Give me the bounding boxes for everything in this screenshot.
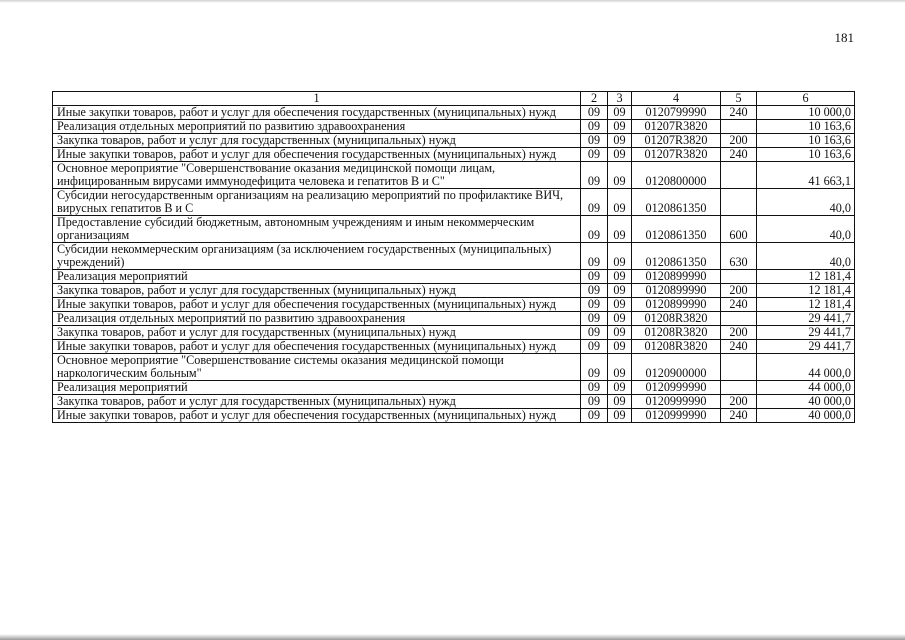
row-amount: 12 181,4 <box>757 284 855 298</box>
row-subsection: 09 <box>608 216 632 243</box>
row-section: 09 <box>581 134 608 148</box>
row-subsection: 09 <box>608 312 632 326</box>
row-section: 09 <box>581 270 608 284</box>
row-target-article: 01208R3820 <box>632 340 721 354</box>
row-name: Основное мероприятие "Совершенствование системы оказания медицинской помощи наркологическим больным" <box>53 354 581 381</box>
row-amount: 41 663,1 <box>757 162 855 189</box>
row-subsection: 09 <box>608 354 632 381</box>
row-amount: 29 441,7 <box>757 340 855 354</box>
row-section: 09 <box>581 284 608 298</box>
row-subsection: 09 <box>608 120 632 134</box>
table-row <box>53 134 855 148</box>
row-section: 09 <box>581 120 608 134</box>
row-target-article: 0120861350 <box>632 243 721 270</box>
row-name: Иные закупки товаров, работ и услуг для обеспечения государственных (муниципальных) нужд <box>53 409 581 423</box>
row-expense-type: 200 <box>721 326 757 340</box>
row-expense-type <box>721 354 757 381</box>
row-subsection: 09 <box>608 326 632 340</box>
header-col-amount: 6 <box>757 92 855 106</box>
row-expense-type: 240 <box>721 106 757 120</box>
row-target-article: 0120799990 <box>632 106 721 120</box>
row-target-article: 0120899990 <box>632 284 721 298</box>
row-subsection: 09 <box>608 284 632 298</box>
header-row <box>53 92 855 106</box>
table-row <box>53 148 855 162</box>
table-header <box>53 92 855 106</box>
row-amount: 29 441,7 <box>757 326 855 340</box>
row-amount: 12 181,4 <box>757 298 855 312</box>
header-col-name: 1 <box>53 92 581 106</box>
row-subsection: 09 <box>608 134 632 148</box>
table-row <box>53 409 855 423</box>
table-row <box>53 120 855 134</box>
row-name: Реализация отдельных мероприятий по развитию здравоохранения <box>53 312 581 326</box>
row-section: 09 <box>581 162 608 189</box>
row-subsection: 09 <box>608 189 632 216</box>
row-section: 09 <box>581 312 608 326</box>
row-target-article: 0120999990 <box>632 381 721 395</box>
budget-table <box>52 91 855 423</box>
row-amount: 40 000,0 <box>757 409 855 423</box>
row-expense-type <box>721 120 757 134</box>
row-subsection: 09 <box>608 340 632 354</box>
table-row <box>53 216 855 243</box>
row-name: Иные закупки товаров, работ и услуг для обеспечения государственных (муниципальных) нужд <box>53 340 581 354</box>
row-expense-type: 240 <box>721 340 757 354</box>
row-subsection: 09 <box>608 381 632 395</box>
row-name: Иные закупки товаров, работ и услуг для обеспечения государственных (муниципальных) нужд <box>53 148 581 162</box>
row-amount: 10 163,6 <box>757 134 855 148</box>
row-amount: 40,0 <box>757 189 855 216</box>
row-amount: 44 000,0 <box>757 381 855 395</box>
row-expense-type: 630 <box>721 243 757 270</box>
row-target-article: 0120861350 <box>632 216 721 243</box>
header-col-section: 2 <box>581 92 608 106</box>
header-col-expense-type: 5 <box>721 92 757 106</box>
row-expense-type <box>721 162 757 189</box>
row-amount: 40,0 <box>757 243 855 270</box>
row-target-article: 0120861350 <box>632 189 721 216</box>
row-amount: 44 000,0 <box>757 354 855 381</box>
table-body <box>53 106 855 423</box>
row-section: 09 <box>581 106 608 120</box>
row-section: 09 <box>581 409 608 423</box>
row-subsection: 09 <box>608 395 632 409</box>
table-row <box>53 395 855 409</box>
table-row <box>53 312 855 326</box>
row-name: Закупка товаров, работ и услуг для государственных (муниципальных) нужд <box>53 326 581 340</box>
row-expense-type <box>721 312 757 326</box>
row-name: Закупка товаров, работ и услуг для государственных (муниципальных) нужд <box>53 395 581 409</box>
row-expense-type: 200 <box>721 284 757 298</box>
table-row <box>53 326 855 340</box>
row-amount: 10 000,0 <box>757 106 855 120</box>
row-target-article: 0120900000 <box>632 354 721 381</box>
row-section: 09 <box>581 298 608 312</box>
row-name: Закупка товаров, работ и услуг для государственных (муниципальных) нужд <box>53 134 581 148</box>
row-subsection: 09 <box>608 298 632 312</box>
row-target-article: 0120899990 <box>632 270 721 284</box>
row-target-article: 01207R3820 <box>632 148 721 162</box>
row-target-article: 0120800000 <box>632 162 721 189</box>
row-section: 09 <box>581 189 608 216</box>
row-amount: 40,0 <box>757 216 855 243</box>
row-name: Реализация мероприятий <box>53 381 581 395</box>
row-target-article: 0120999990 <box>632 409 721 423</box>
row-expense-type: 240 <box>721 298 757 312</box>
row-expense-type <box>721 381 757 395</box>
row-target-article: 01208R3820 <box>632 312 721 326</box>
table-row <box>53 189 855 216</box>
row-target-article: 01207R3820 <box>632 120 721 134</box>
row-section: 09 <box>581 148 608 162</box>
table-row <box>53 243 855 270</box>
row-amount: 29 441,7 <box>757 312 855 326</box>
row-name: Иные закупки товаров, работ и услуг для обеспечения государственных (муниципальных) нужд <box>53 106 581 120</box>
row-subsection: 09 <box>608 409 632 423</box>
row-name: Субсидии некоммерческим организациям (за исключением государственных (муниципальных) учреждений) <box>53 243 581 270</box>
row-expense-type: 200 <box>721 134 757 148</box>
table-row <box>53 162 855 189</box>
table-row <box>53 381 855 395</box>
row-section: 09 <box>581 381 608 395</box>
row-target-article: 01208R3820 <box>632 326 721 340</box>
row-target-article: 01207R3820 <box>632 134 721 148</box>
table-row <box>53 340 855 354</box>
row-name: Реализация мероприятий <box>53 270 581 284</box>
row-expense-type <box>721 270 757 284</box>
row-name: Реализация отдельных мероприятий по развитию здравоохранения <box>53 120 581 134</box>
header-col-target-article: 4 <box>632 92 721 106</box>
row-amount: 10 163,6 <box>757 120 855 134</box>
scan-edge-top <box>0 0 905 3</box>
row-expense-type: 200 <box>721 395 757 409</box>
row-name: Иные закупки товаров, работ и услуг для обеспечения государственных (муниципальных) нужд <box>53 298 581 312</box>
row-amount: 12 181,4 <box>757 270 855 284</box>
row-target-article: 0120899990 <box>632 298 721 312</box>
row-section: 09 <box>581 354 608 381</box>
row-amount: 10 163,6 <box>757 148 855 162</box>
row-subsection: 09 <box>608 243 632 270</box>
row-name: Субсидии негосударственным организациям на реализацию мероприятий по профилактике ВИЧ, вирусных гепатитов В и С <box>53 189 581 216</box>
table-row <box>53 270 855 284</box>
row-expense-type: 600 <box>721 216 757 243</box>
row-expense-type: 240 <box>721 148 757 162</box>
row-subsection: 09 <box>608 148 632 162</box>
row-target-article: 0120999990 <box>632 395 721 409</box>
table-row <box>53 354 855 381</box>
row-section: 09 <box>581 216 608 243</box>
header-col-subsection: 3 <box>608 92 632 106</box>
row-expense-type: 240 <box>721 409 757 423</box>
row-section: 09 <box>581 326 608 340</box>
row-name: Основное мероприятие "Совершенствование оказания медицинской помощи лицам, инфицированным вирусами иммунодефицита человека и гепатитов В и С" <box>53 162 581 189</box>
row-expense-type <box>721 189 757 216</box>
table-row <box>53 284 855 298</box>
table-row <box>53 298 855 312</box>
scan-edge-bottom <box>0 634 905 640</box>
page-number: 181 <box>834 30 854 45</box>
row-subsection: 09 <box>608 270 632 284</box>
row-name: Предоставление субсидий бюджетным, автономным учреждениям и иным некоммерческим организациям <box>53 216 581 243</box>
row-subsection: 09 <box>608 106 632 120</box>
row-subsection: 09 <box>608 162 632 189</box>
row-section: 09 <box>581 243 608 270</box>
row-section: 09 <box>581 395 608 409</box>
row-section: 09 <box>581 340 608 354</box>
table-row <box>53 106 855 120</box>
row-name: Закупка товаров, работ и услуг для государственных (муниципальных) нужд <box>53 284 581 298</box>
row-amount: 40 000,0 <box>757 395 855 409</box>
